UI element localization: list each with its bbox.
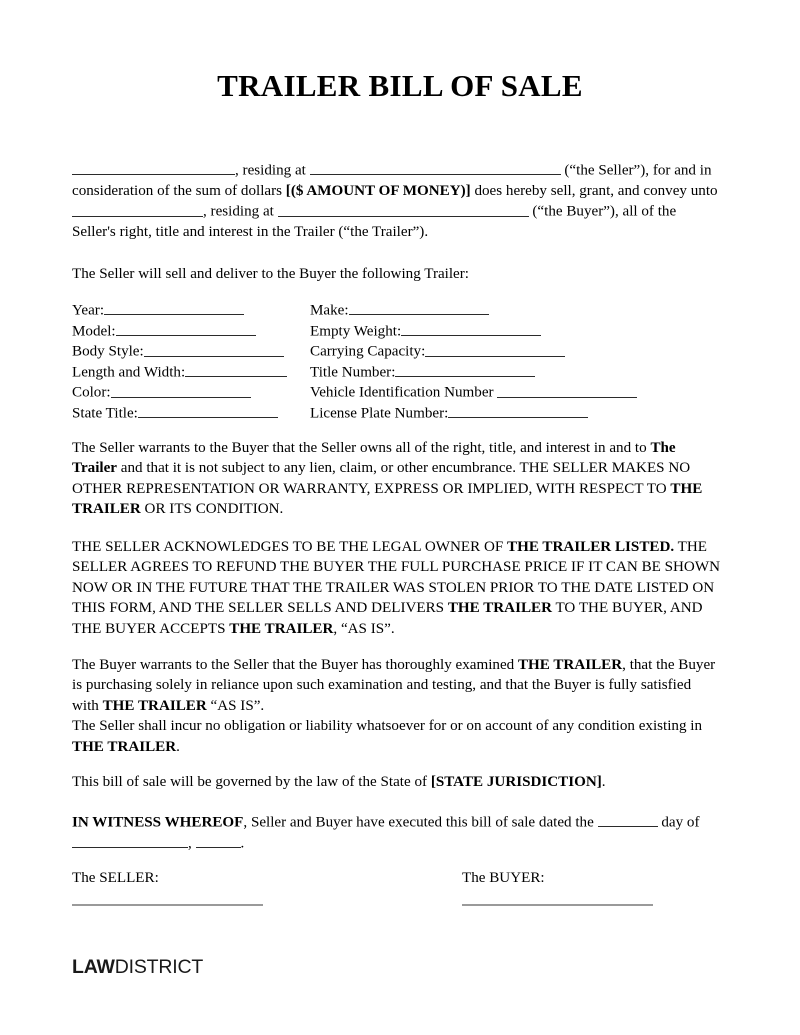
buyer-text-1: The Buyer warrants to the Seller that the Buyer has thoroughly examined	[72, 657, 518, 673]
witness-text-3: ,	[188, 835, 196, 852]
buyer-signature-line[interactable]	[462, 904, 653, 906]
warranty-text-1: The Seller warrants to the Buyer that the Seller owns all of the right, title, and interest in and to	[72, 440, 651, 456]
field-body-style-blank[interactable]	[144, 341, 284, 356]
acknowledge-text-5: , “AS IS”.	[333, 620, 395, 637]
liability-bold-1: THE TRAILER	[72, 738, 177, 755]
witness-text-1: , Seller and Buyer have executed this bill of sale dated the	[243, 814, 598, 831]
seller-signature-cell	[72, 870, 462, 906]
acknowledge-text-1: THE SELLER ACKNOWLEDGES TO BE THE LEGAL OWNER OF	[72, 539, 508, 555]
field-vin-label: Vehicle Identification Number	[310, 384, 494, 401]
lawdistrict-logo	[72, 956, 203, 979]
buyer-signature-cell	[462, 870, 721, 906]
governing-law-text-2: .	[601, 774, 606, 790]
field-model-label: Model:	[72, 322, 116, 339]
field-color-blank[interactable]	[111, 382, 251, 397]
acknowledge-paragraph	[72, 537, 721, 639]
field-make	[310, 300, 721, 321]
warranty-bold-2: THE TRAILER	[72, 480, 703, 518]
buyer-text-3: “AS IS”.	[206, 697, 265, 714]
governing-law-block	[72, 772, 721, 792]
witness-block	[72, 812, 721, 854]
signature-block	[72, 870, 721, 906]
buyer-bold-2: THE TRAILER	[102, 697, 207, 714]
logo-district-text: DISTRICT	[114, 956, 204, 978]
field-carrying-capacity	[310, 341, 721, 362]
field-row	[72, 341, 721, 362]
warranty-bold-1: The Trailer	[72, 440, 676, 477]
field-row	[72, 382, 721, 403]
intro-text-5: (“the Buyer”), all of the Seller's right, title and interest in the Trailer (“the Trailer”).	[72, 203, 677, 240]
amount-placeholder: [($ AMOUNT OF MONEY)]	[285, 182, 471, 199]
field-carrying-capacity-blank[interactable]	[425, 341, 565, 356]
intro-paragraph-block	[72, 160, 721, 242]
field-model	[72, 321, 310, 342]
field-body-style	[72, 341, 310, 362]
acknowledge-bold-1: THE TRAILER	[507, 539, 612, 555]
liability-paragraph	[72, 716, 721, 757]
acknowledge-bold-2: LISTED.	[614, 539, 675, 555]
field-title-number-blank[interactable]	[395, 362, 535, 377]
field-row	[72, 362, 721, 383]
field-state-title	[72, 403, 310, 424]
buyer-name-blank[interactable]	[72, 201, 203, 216]
field-row	[72, 321, 721, 342]
intro-text-4: , residing at	[203, 203, 278, 220]
field-vin	[310, 382, 721, 403]
field-length-width-blank[interactable]	[185, 362, 287, 377]
seller-signature-line[interactable]	[72, 904, 263, 906]
intro-text-1: , residing at	[235, 162, 310, 179]
buyer-address-blank[interactable]	[278, 201, 529, 216]
warranty-text-3: OR ITS CONDITION.	[140, 501, 284, 518]
field-year-blank[interactable]	[104, 300, 244, 315]
acknowledge-text-3: THE SELLER AGREES TO REFUND THE BUYER THE FULL PURCHASE PRICE IF IT CAN BE SHOWN NOW OR IN THE FUTURE THAT THE TRAILER WAS STOLEN PRIOR TO THE DATE LISTED ON THIS FORM, AND THE SELLER SELLS AND DELIVERS	[72, 539, 720, 617]
warranty-text-2: and that it is not subject to any lien, claim, or other encumbrance. THE SELLER MAKES NO OTHER REPRESENTATION OR WARRANTY, EXPRESS OR IMPLIED, WITH RESPECT TO	[72, 460, 691, 497]
field-color-label: Color:	[72, 384, 111, 401]
field-state-title-label: State Title:	[72, 405, 138, 422]
acknowledge-bold-4: THE TRAILER	[229, 620, 334, 637]
witness-paragraph	[72, 812, 721, 854]
acknowledge-bold-3: THE TRAILER	[447, 600, 552, 617]
deliver-line: The Seller will sell and deliver to the Buyer the following Trailer:	[72, 266, 469, 282]
field-carrying-capacity-label: Carrying Capacity:	[310, 343, 426, 360]
buyer-bold-1: THE TRAILER	[517, 657, 623, 673]
field-empty-weight-blank[interactable]	[401, 321, 541, 336]
field-color	[72, 382, 310, 403]
witness-year-blank[interactable]	[196, 833, 241, 848]
logo-law-text: LAW	[72, 956, 115, 978]
field-title-number	[310, 362, 721, 383]
field-row	[72, 300, 721, 321]
field-row	[72, 403, 721, 424]
page-title: TRAILER BILL OF SALE	[217, 68, 583, 103]
field-body-style-label: Body Style:	[72, 343, 144, 360]
field-license-plate	[310, 403, 721, 424]
signature-labels-row	[72, 870, 721, 906]
witness-bold-1: IN WITNESS WHEREOF	[72, 814, 244, 831]
field-license-plate-label: License Plate Number:	[310, 405, 449, 422]
witness-day-blank[interactable]	[598, 812, 658, 827]
field-length-width-label: Length and Width:	[72, 364, 186, 381]
buyer-paragraph-block	[72, 655, 721, 757]
seller-name-blank[interactable]	[72, 160, 235, 175]
state-jurisdiction-placeholder: [STATE JURISDICTION]	[430, 774, 602, 790]
deliver-line-block	[72, 264, 721, 284]
field-year	[72, 300, 310, 321]
field-title-number-label: Title Number:	[310, 364, 396, 381]
field-empty-weight	[310, 321, 721, 342]
field-make-blank[interactable]	[349, 300, 489, 315]
witness-text-2: day of	[657, 814, 700, 831]
buyer-signature-label: The BUYER:	[462, 870, 545, 886]
field-length-width	[72, 362, 310, 383]
field-model-blank[interactable]	[116, 321, 256, 336]
intro-text-2: (“the Seller”), for and in consideration of the sum of dollars	[72, 162, 712, 199]
trailer-fields	[72, 300, 721, 424]
field-empty-weight-label: Empty Weight:	[310, 322, 402, 339]
seller-signature-label: The SELLER:	[72, 870, 159, 886]
governing-law-text-1: This bill of sale will be governed by the law of the State of	[72, 774, 431, 790]
field-make-label: Make:	[310, 302, 349, 319]
witness-month-blank[interactable]	[72, 833, 188, 848]
buyer-paragraph	[72, 655, 721, 716]
acknowledge-paragraph-block	[72, 537, 721, 639]
buyer-text-2: , that the Buyer is purchasing solely in reliance upon such examination and testing, and that the Buyer is fully satisfied with	[72, 657, 716, 714]
liability-text-1: The Seller shall incur no obligation or liability whatsoever for or on account of any condition existing in	[72, 718, 703, 735]
field-year-label: Year:	[72, 302, 105, 319]
field-vin-blank[interactable]	[497, 382, 637, 397]
intro-paragraph	[72, 160, 721, 242]
witness-text-4: .	[240, 835, 245, 852]
acknowledge-text-4: TO THE BUYER, AND THE BUYER ACCEPTS	[72, 600, 703, 637]
warranty-paragraph	[72, 438, 721, 520]
liability-text-2: .	[176, 738, 180, 755]
field-state-title-blank[interactable]	[138, 403, 278, 418]
warranty-paragraph-block	[72, 438, 721, 520]
intro-text-3: does hereby sell, grant, and convey unto	[470, 182, 718, 199]
field-license-plate-blank[interactable]	[448, 403, 588, 418]
seller-address-blank[interactable]	[310, 160, 561, 175]
governing-law-paragraph	[72, 772, 721, 792]
